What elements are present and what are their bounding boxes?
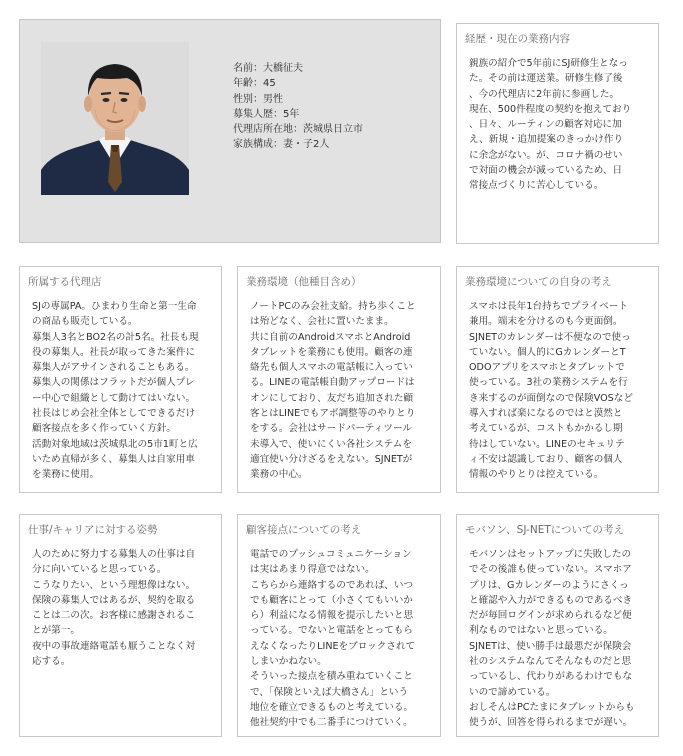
- contact-line: 他社契約中でも二番手につけていく。: [250, 717, 413, 729]
- mobason-line: っているし、代わりがあるわけでもな: [469, 671, 633, 683]
- contact-line: っている。でないと電話をとってもら: [250, 625, 413, 637]
- history-line: た。その前は運送業。研修生修了後: [469, 73, 623, 85]
- thoughts-line: 待はしていない。LINEのセキュリテ: [469, 438, 625, 450]
- environment-body: [250, 299, 430, 483]
- agency-line: 顧客接点を多く作っていく方針。: [32, 423, 176, 435]
- thoughts-line: 情報のやりとりは控えている。: [469, 469, 604, 481]
- contact-line: こちらから連絡するのであれば、いつ: [250, 579, 414, 591]
- contact-line: ら）利益になる情報を提示したいと思: [250, 610, 414, 622]
- thoughts-line: スマホは長年1台持ちでプライベート: [469, 301, 629, 312]
- mobason-line: おしそんはPCたまにタブレットからも: [469, 701, 635, 713]
- thoughts-line: 導入すれば楽になるのではと漠然と: [469, 408, 623, 420]
- career-line: 応する。: [32, 656, 71, 668]
- environment-line: る。LINEの電話帳自動アップロードは: [250, 377, 415, 389]
- career-card: [19, 514, 222, 737]
- agency-line: 社長はじめ会社全体としてできるだけ: [32, 408, 196, 420]
- profile-info: [233, 61, 363, 153]
- history-line: 常接点づくりに苦心している。: [469, 180, 604, 192]
- career-line: 分に向いていると思っている。: [32, 564, 167, 576]
- mobason-line: でその後誰も使っていない。スマホア: [469, 564, 632, 576]
- mobason-line: プリは、Gカレンダーのようにさくっ: [469, 579, 629, 591]
- thoughts-line: き来するのが面倒なので保険VOSなど: [469, 392, 633, 404]
- career-line: 人のために努力する募集人の仕事は自: [32, 549, 196, 560]
- career-body: [32, 547, 211, 669]
- agency-line: いため直帰が多く、募集人は自家用車: [32, 453, 195, 465]
- environment-line: 適宜使い分けざるをえない。SJNETが: [250, 453, 413, 465]
- contact-line: そういった接点を積み重ねていくこと: [250, 671, 413, 683]
- agency-line: 活動対象地域は茨城県北の5市1町と広: [32, 438, 198, 450]
- thoughts-line: 兼用。端末を分けるのも今更面倒。: [469, 316, 623, 328]
- agency-line: 募集人がアサインされることもある。: [32, 362, 195, 374]
- thoughts-line: ODOアプリをスマホとタブレットで: [469, 362, 625, 374]
- history-line: 、今の代理店に2年前に参画した。: [469, 88, 620, 100]
- mobason-line: と確認や入力ができるものであるべき: [469, 594, 633, 606]
- mobason-line: だが毎回ログインが求められるなど便: [469, 610, 632, 622]
- environment-title: 業務環境（他種目含め）: [246, 276, 362, 288]
- environment-line: 共に自前のAndroidスマホとAndroid: [250, 331, 411, 343]
- thoughts-line: ていない。個人的にGカレンダーとT: [469, 346, 626, 358]
- history-line: 親族の紹介で5年前にSJ研修生となっ: [469, 58, 628, 69]
- agency-title: 所属する代理店: [28, 276, 102, 288]
- environment-line: オンにしており、友だち追加された顧: [250, 392, 414, 404]
- contact-card: [237, 514, 441, 737]
- career-line: 保険の募集人ではあるが、契約を取る: [32, 594, 196, 606]
- mobason-line: SJNETは、使い勝手は最悪だが保険会: [469, 640, 632, 652]
- thoughts-line: 考えているが、コストもかかるし期: [469, 423, 623, 435]
- contact-line: は実はあまり得意ではない。: [250, 564, 375, 576]
- thoughts-line: 使っている。3社の業務システムを行: [469, 377, 628, 389]
- history-body: [469, 56, 648, 194]
- career-line: とが第一。: [32, 625, 80, 637]
- profile-location: 代理店所在地：茨城県日立市: [233, 124, 363, 136]
- history-line: 現在、500件程度の契約を抱えており: [469, 103, 632, 115]
- profile-age: 年齢：45: [233, 78, 276, 90]
- thoughts-card: [456, 266, 659, 493]
- mobason-line: 使うが、回答を得られるまでが遅い。: [469, 717, 633, 729]
- agency-card: [19, 266, 222, 493]
- history-line: え、新規・追加提案のきっかけ作り: [469, 134, 624, 146]
- profile-card: [19, 19, 441, 243]
- mobason-line: 利なものではないと思っている。: [469, 625, 613, 637]
- agency-line: SJの専属PA。ひまわり生命と第一生命: [32, 301, 197, 312]
- thoughts-title: 業務環境についての自身の考え: [465, 276, 612, 288]
- profile-career: 募集人歴：5年: [233, 108, 300, 120]
- environment-line: は殆どなく、会社に置いたまま。: [250, 316, 394, 328]
- contact-line: えなくなったりLINEをブロックされて: [250, 640, 416, 652]
- environment-line: タブレットを業務にも使用。顧客の連: [250, 346, 413, 358]
- environment-line: 未導入で、使いにくい各社システムを: [250, 438, 412, 450]
- environment-line: ノートPCのみ会社支給。持ち歩くこと: [250, 301, 416, 312]
- mobason-title: モバソン、SJ-NETについての考え: [465, 524, 625, 536]
- career-line: 夜中の事故連絡電話も厭うことなく対: [32, 640, 196, 652]
- profile-photo: [41, 42, 189, 195]
- agency-body: [32, 299, 211, 483]
- history-title: 経歴・現在の業務内容: [465, 33, 570, 45]
- thoughts-body: [469, 299, 648, 483]
- mobason-line: 社のシステムなんてそんなものだと思: [469, 656, 632, 668]
- agency-line: の商品も販売している。: [32, 316, 138, 328]
- thoughts-line: SJNETのカレンダーは不便なので使っ: [469, 331, 631, 343]
- career-line: こうなりたい、という理想像はない。: [32, 579, 196, 591]
- profile-gender: 性別：男性: [233, 93, 283, 105]
- environment-line: 業務の中心。: [250, 469, 308, 481]
- history-line: で対面の機会が減っているため、日: [469, 165, 623, 177]
- contact-line: しまいかねない。: [250, 656, 327, 668]
- profile-family: 家族構成：妻・子2人: [233, 139, 330, 151]
- career-line: ことは二の次。お客様に感謝されるこ: [32, 610, 196, 622]
- contact-line: 地位を確立できるものと考えている。: [250, 701, 414, 713]
- contact-title: 顧客接点についての考え: [246, 524, 362, 536]
- environment-line: 客とはLINEでもアポ調整等のやりとり: [250, 408, 416, 420]
- thoughts-line: ィ不安は認識しており、顧客の個人: [469, 453, 623, 465]
- mobason-card: [456, 514, 659, 737]
- contact-line: でも顧客にとって（小さくてもいいか: [250, 594, 413, 606]
- history-card: [456, 23, 659, 244]
- agency-line: を業務に使用。: [32, 469, 100, 481]
- mobason-body: [469, 547, 648, 731]
- mobason-line: モバソンはセットアップに失敗したの: [469, 549, 632, 560]
- profile-name: 名前：大橋征夫: [233, 63, 303, 74]
- contact-body: [250, 547, 430, 731]
- environment-line: をする。会社はサードパーティツール: [250, 423, 412, 435]
- agency-line: 募集人3名とBO2名の計5名。社長も現: [32, 331, 199, 343]
- mobason-line: いので諦めている。: [469, 686, 556, 698]
- career-title: 仕事/キャリアに対する姿勢: [28, 524, 158, 536]
- person-portrait-icon: [41, 42, 189, 195]
- environment-line: 絡先も個人スマホの電話帳に入ってい: [250, 362, 413, 374]
- agency-line: 役の募集人。社長が取ってきた案件に: [32, 346, 196, 358]
- environment-card: [237, 266, 441, 493]
- agency-line: 募集人の関係はフラットだが個人プレ: [32, 377, 195, 389]
- contact-line: で、「保険といえば大橋さん」という: [250, 686, 409, 698]
- history-line: 、日々、ルーティンの顧客対応に加: [469, 119, 622, 131]
- contact-line: 電話でのプッシュコミュニケーション: [250, 549, 412, 560]
- history-line: に余念がない。が、コロナ禍のせい: [469, 149, 623, 161]
- agency-line: ー中心で組織として動けてはいない。: [32, 392, 196, 404]
